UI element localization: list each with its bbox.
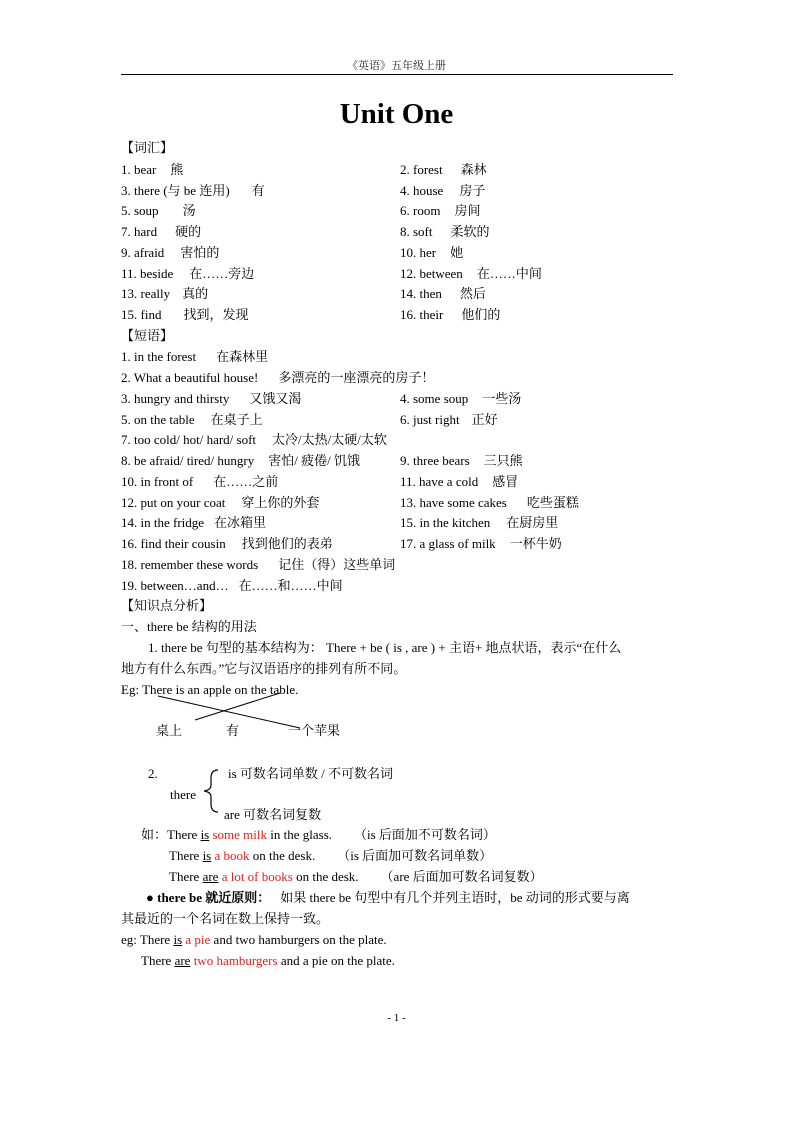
phrase-item bbox=[121, 412, 263, 428]
vocab-item bbox=[121, 245, 219, 261]
vocab-item-zh: 熊 bbox=[170, 162, 184, 177]
vocab-item bbox=[400, 203, 480, 219]
brace-word: there bbox=[170, 787, 196, 802]
phrase-item-en: 13. have some cakes bbox=[400, 495, 507, 510]
vocab-item-en: 12. between bbox=[400, 265, 463, 281]
section-knowledge-heading: 【知识点分析】 bbox=[121, 598, 213, 613]
page-number: - 1 - bbox=[387, 1012, 406, 1024]
phrase-item-zh: 多漂亮的一座漂亮的房子！ bbox=[278, 370, 435, 385]
vocab-item-zh: 森林 bbox=[460, 162, 487, 177]
vocab-item-en: 15. find bbox=[121, 306, 162, 322]
phrase-item-en: 5. on the table bbox=[121, 412, 195, 427]
phrase-item-en: 4. some soup bbox=[400, 391, 469, 406]
vocab-item-zh: 她 bbox=[450, 244, 464, 260]
phrase-item bbox=[400, 495, 579, 511]
vocab-item bbox=[121, 224, 201, 240]
phrase-item-zh: 在冰箱里 bbox=[214, 515, 267, 530]
phrase-item bbox=[121, 578, 343, 594]
vocab-item-en: 13. really bbox=[121, 286, 171, 302]
brace-bottom-option: are 可数名词复数 bbox=[224, 807, 322, 822]
running-header: 《英语》五年级上册 bbox=[347, 60, 446, 72]
phrase-item bbox=[121, 557, 395, 573]
example-3: There are a lot of books on the desk. （are 后面加可数名词复数） bbox=[169, 869, 543, 884]
phrase-item-zh: 在厨房里 bbox=[506, 515, 559, 530]
vocab-item-zh: 他们的 bbox=[461, 306, 501, 322]
vocab-item-zh: 真的 bbox=[182, 286, 209, 302]
phrase-item-zh: 穿上你的外套 bbox=[241, 495, 320, 510]
phrase-item-en: 7. too cold/ hot/ hard/ soft bbox=[121, 432, 257, 447]
section-vocab-heading: 【词汇】 bbox=[121, 140, 174, 155]
phrase-item-en: 6. just right bbox=[400, 412, 460, 427]
gloss-table: 桌上 bbox=[156, 723, 183, 738]
vocab-item bbox=[400, 245, 463, 261]
phrase-item-en: 8. be afraid/ tired/ hungry bbox=[121, 453, 255, 468]
phrase-item-zh: 一杯牛奶 bbox=[509, 536, 562, 551]
phrase-item bbox=[121, 432, 387, 448]
point1-line2: 地方有什么东西。”它与汉语语序的排列有所不同。 bbox=[121, 661, 407, 676]
phrase-item bbox=[121, 515, 266, 531]
phrase-item-en: 17. a glass of milk bbox=[400, 536, 496, 551]
vocab-item-zh: 害怕的 bbox=[180, 244, 220, 260]
vocab-item bbox=[121, 183, 265, 199]
bullet-icon: ● bbox=[146, 890, 154, 905]
vocab-item-zh: 在……中间 bbox=[476, 265, 542, 281]
phrase-item-en: 11. have a cold bbox=[400, 474, 479, 489]
phrase-item-en: 9. three bears bbox=[400, 453, 470, 468]
gloss-an-apple: 一个苹果 bbox=[288, 723, 341, 738]
gloss-have: 有 bbox=[226, 723, 240, 738]
phrase-item-zh: 太冷/太热/太硬/太软 bbox=[272, 432, 387, 447]
phrase-item bbox=[400, 391, 521, 407]
vocab-item bbox=[121, 203, 196, 219]
vocab-item-en: 10. her bbox=[400, 244, 437, 260]
phrase-item-en: 18. remember these words bbox=[121, 557, 259, 572]
phrase-item-zh: 一些汤 bbox=[482, 391, 522, 406]
page-title: Unit One bbox=[339, 98, 454, 130]
vocab-item-zh: 找到，发现 bbox=[183, 306, 249, 322]
brace-top-option: is 可数名词单数 / 不可数名词 bbox=[228, 766, 394, 781]
vocab-item-en: 7. hard bbox=[121, 224, 158, 240]
vocab-item bbox=[121, 162, 183, 178]
phrase-item-zh: 感冒 bbox=[492, 474, 519, 489]
phrase-item bbox=[400, 412, 498, 428]
vocab-item-en: 16. their bbox=[400, 306, 444, 322]
phrase-item bbox=[121, 391, 301, 407]
phrase-item bbox=[400, 453, 523, 469]
phrase-item-zh: 三只熊 bbox=[483, 453, 523, 468]
vocab-item-zh: 在……旁边 bbox=[189, 265, 255, 281]
point1-line1: 1. there be 句型的基本结构为： There + be ( is , are ) + 主语+ 地点状语，表示“在什么 bbox=[148, 640, 622, 655]
proximity-example-2: There are two hamburgers and a pie on the plate. bbox=[141, 953, 395, 968]
header-rule bbox=[121, 74, 673, 75]
example-sentence: Eg: There is an apple on the table. bbox=[121, 682, 299, 697]
point2-number: 2. bbox=[148, 766, 158, 781]
phrase-item-zh: 害怕/ 疲倦/ 饥饿 bbox=[268, 453, 360, 468]
phrase-item-en: 16. find their cousin bbox=[121, 536, 226, 551]
phrase-item-zh: 找到他们的表弟 bbox=[241, 536, 333, 551]
vocab-item-en: 8. soft bbox=[400, 224, 433, 240]
phrase-item-en: 3. hungry and thirsty bbox=[121, 391, 230, 406]
phrase-item bbox=[400, 515, 558, 531]
vocab-item bbox=[121, 307, 248, 323]
phrase-item-zh: 正好 bbox=[471, 412, 498, 427]
vocab-item-zh: 房间 bbox=[454, 203, 481, 219]
phrase-item bbox=[121, 453, 360, 469]
vocab-item-zh: 有 bbox=[251, 182, 265, 198]
vocab-item-en: 4. house bbox=[400, 182, 444, 198]
phrase-item bbox=[121, 495, 319, 511]
proximity-rule-line2: 其最近的一个名词在数上保持一致。 bbox=[121, 911, 330, 926]
phrase-item bbox=[400, 536, 562, 552]
curly-brace bbox=[198, 768, 224, 814]
vocab-item bbox=[400, 162, 487, 178]
phrase-item-zh: 记住（得）这些单词 bbox=[278, 557, 396, 572]
section-phrases-heading: 【短语】 bbox=[121, 328, 174, 343]
phrase-item-en: 2. What a beautiful house! bbox=[121, 370, 259, 385]
vocab-item-zh: 硬的 bbox=[175, 224, 202, 240]
vocab-item-en: 3. there (与 be 连用) bbox=[121, 182, 230, 198]
phrase-item bbox=[400, 474, 518, 490]
phrase-item-en: 19. between…and… bbox=[121, 578, 229, 593]
vocab-item-en: 1. bear bbox=[121, 162, 157, 177]
phrase-item bbox=[121, 370, 434, 386]
point1-heading: 一、there be 结构的用法 bbox=[121, 619, 257, 634]
phrase-item-zh: 在……和……中间 bbox=[238, 578, 343, 593]
vocab-item-en: 2. forest bbox=[400, 162, 443, 177]
phrase-item-zh: 又饿又渴 bbox=[249, 391, 302, 406]
phrase-item bbox=[121, 536, 333, 552]
proximity-rule-line1: ● there be 就近原则： 如果 there be 句型中有几个并列主语时，be 动词的形式要与离 bbox=[146, 890, 630, 905]
vocab-item bbox=[400, 286, 486, 302]
proximity-example-1: eg: There is a pie and two hamburgers on the plate. bbox=[121, 932, 387, 947]
vocab-item-en: 11. beside bbox=[121, 265, 174, 281]
vocab-item-zh: 然后 bbox=[459, 286, 486, 302]
phrase-item-en: 12. put on your coat bbox=[121, 495, 226, 510]
example-1: 如：There is some milk in the glass. （is 后面加不可数名词） bbox=[141, 827, 496, 842]
phrase-item-zh: 在桌子上 bbox=[210, 412, 263, 427]
vocab-item-zh: 汤 bbox=[182, 203, 196, 219]
vocab-item bbox=[400, 266, 542, 282]
phrase-item-en: 10. in front of bbox=[121, 474, 194, 489]
vocab-item-en: 14. then bbox=[400, 286, 442, 302]
vocab-item bbox=[121, 266, 254, 282]
vocab-item-en: 5. soup bbox=[121, 203, 159, 219]
vocab-item-zh: 柔软的 bbox=[450, 224, 490, 240]
phrase-item bbox=[121, 474, 278, 490]
vocab-item-zh: 房子 bbox=[459, 182, 486, 198]
vocab-item bbox=[121, 286, 208, 302]
phrase-item-zh: 在森林里 bbox=[216, 349, 269, 364]
vocab-item bbox=[400, 224, 490, 240]
example-2: There is a book on the desk. （is 后面加可数名词单数） bbox=[169, 848, 493, 863]
phrase-item-zh: 吃些蛋糕 bbox=[526, 495, 579, 510]
phrase-item bbox=[121, 349, 268, 365]
phrase-item-en: 14. in the fridge bbox=[121, 515, 205, 530]
vocab-item-en: 6. room bbox=[400, 203, 441, 219]
phrase-item-en: 1. in the forest bbox=[121, 349, 197, 364]
phrase-item-zh: 在……之前 bbox=[213, 474, 279, 489]
vocab-item bbox=[400, 307, 500, 323]
phrase-item-en: 15. in the kitchen bbox=[400, 515, 491, 530]
vocab-item-en: 9. afraid bbox=[121, 244, 165, 260]
vocab-item bbox=[400, 183, 485, 199]
